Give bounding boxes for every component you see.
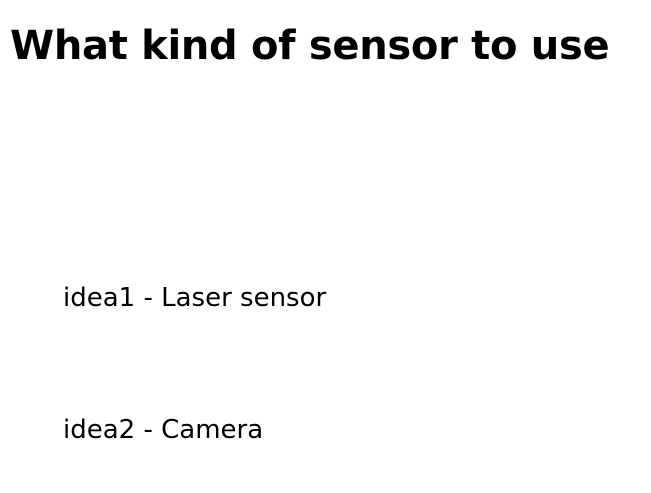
page-title: What kind of sensor to use [10,23,610,69]
idea-item-camera: idea2 - Camera [63,415,264,445]
idea-item-laser-sensor: idea1 - Laser sensor [63,283,327,313]
